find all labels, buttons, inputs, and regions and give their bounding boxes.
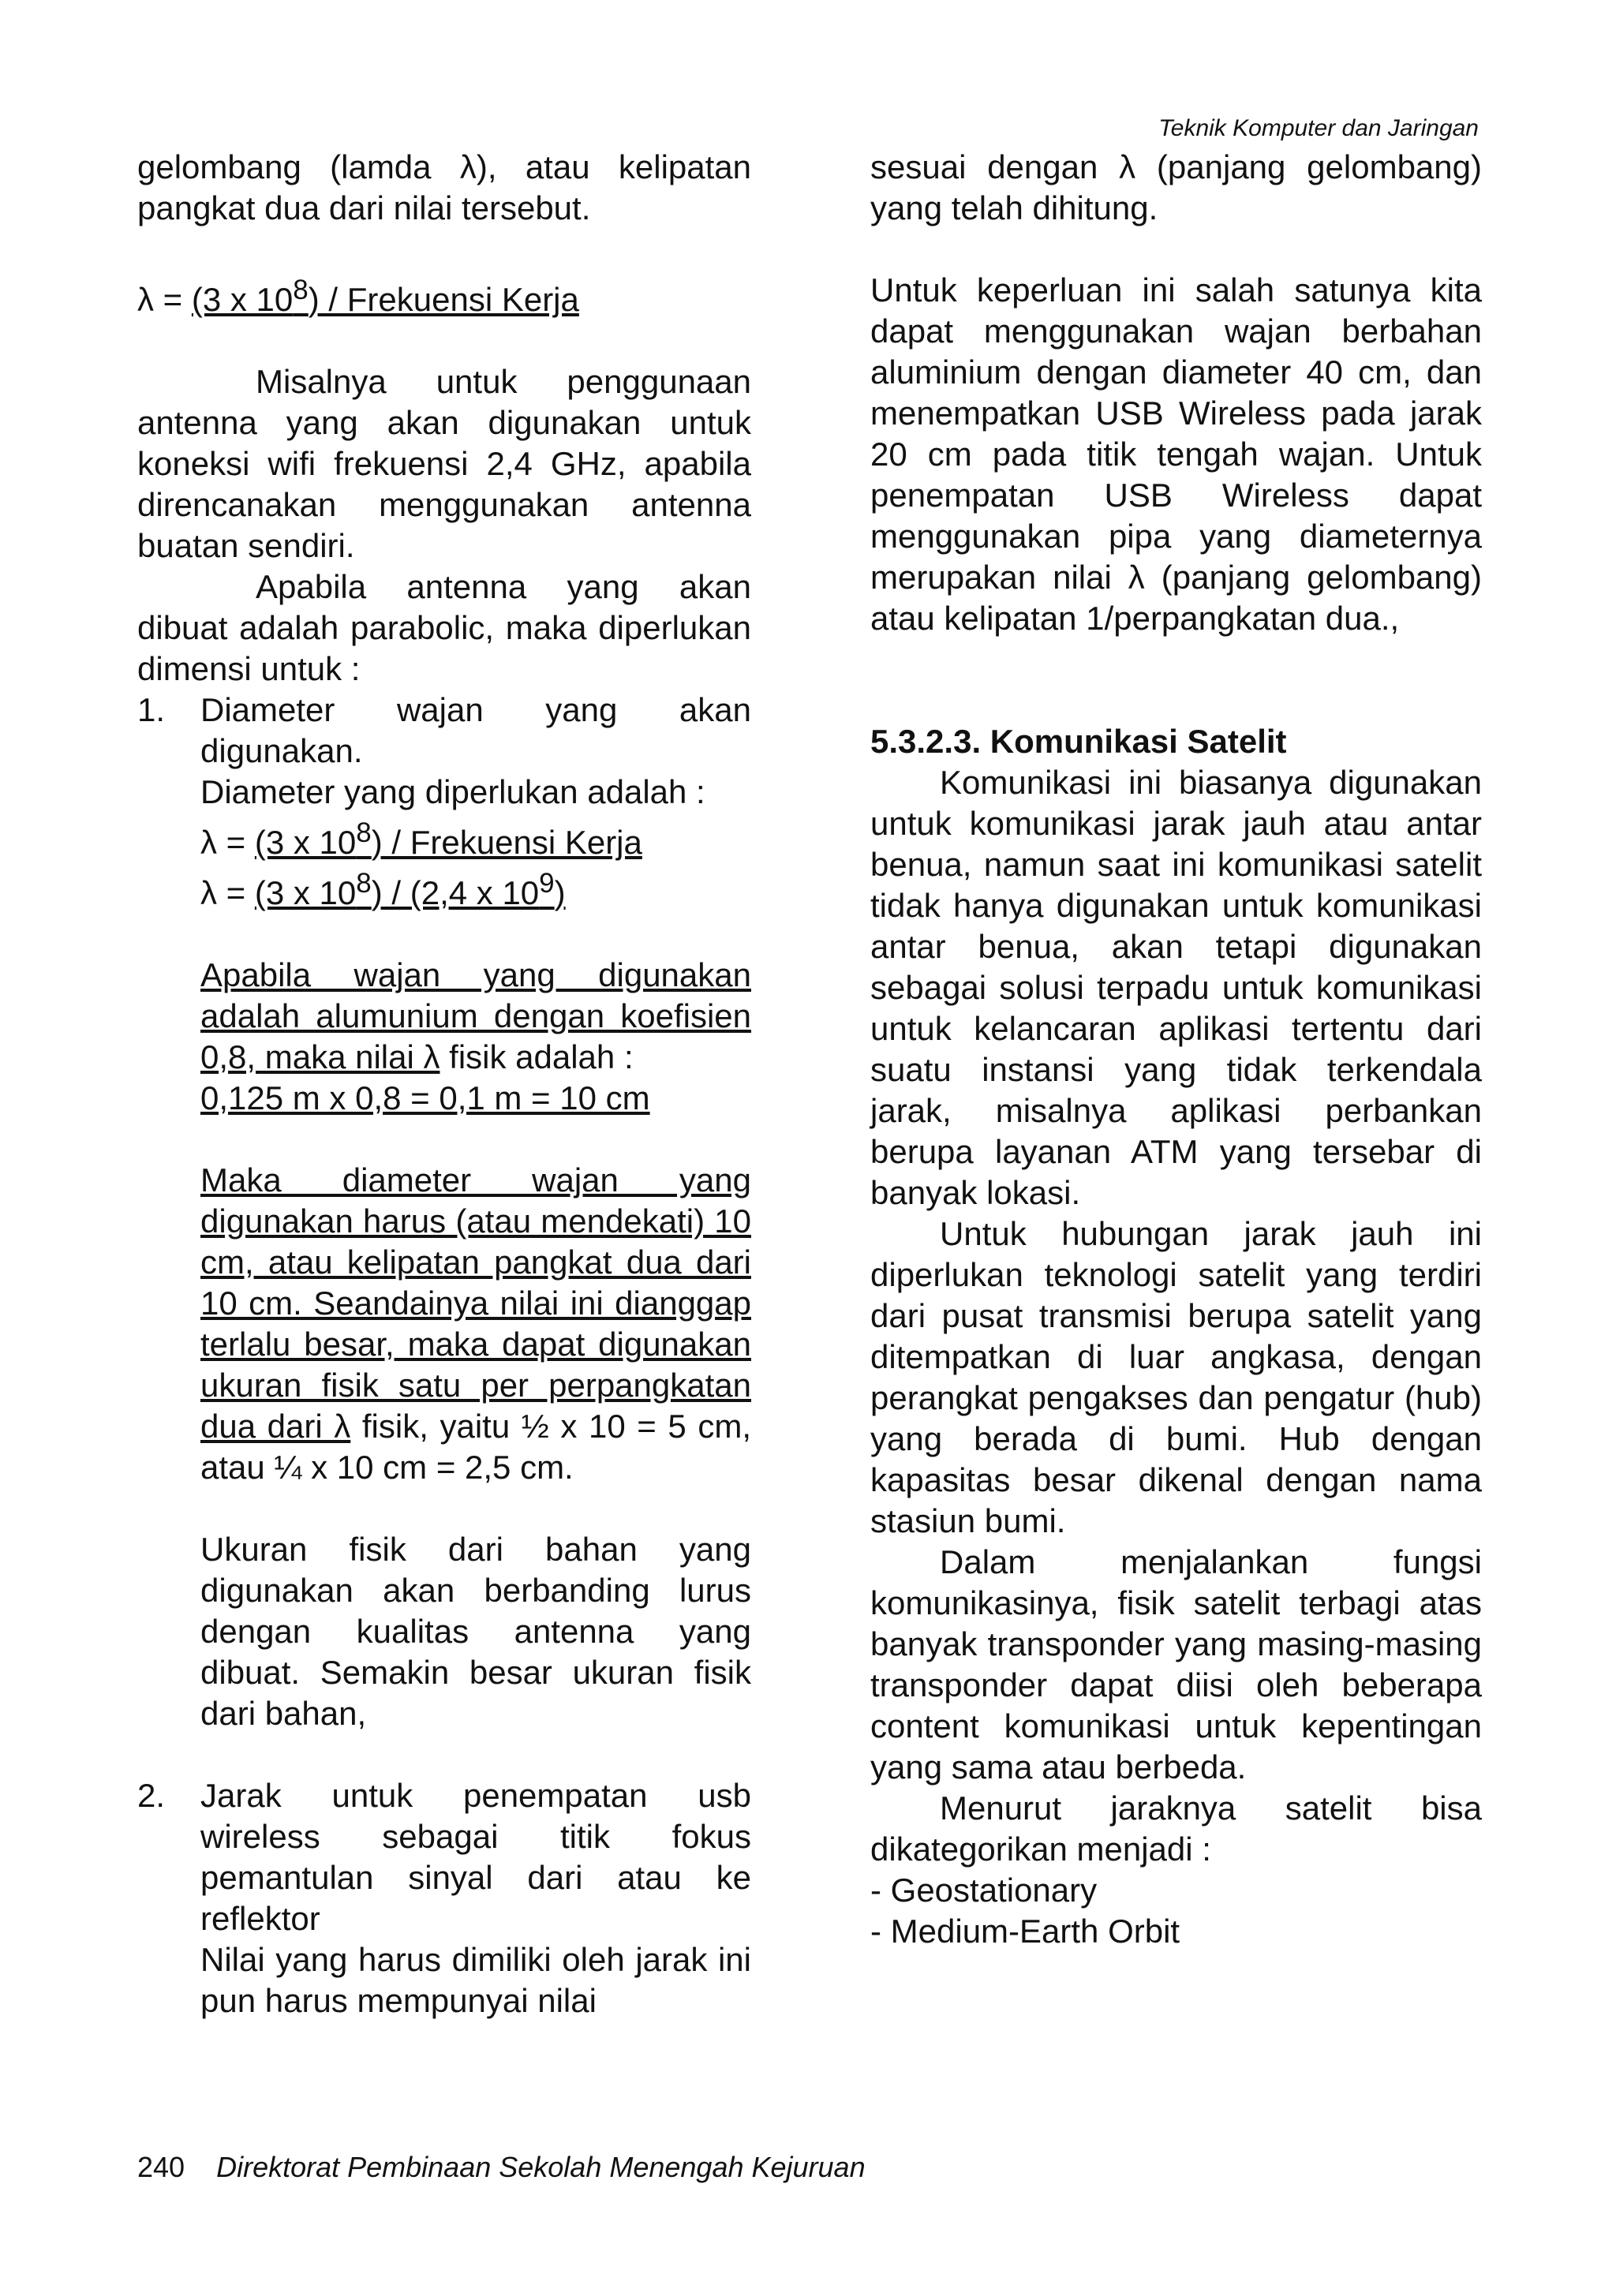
satellite-paragraph-3: Dalam menjalankan fungsi komunikasinya, fisik satelit terbagi atas banyak transponder yang masing-masing transponder dapat diisi oleh beberapa content komunikasi untuk kepentingan yang sama atau berbeda. [870,1543,1482,1786]
calculation-line: 0,125 m x 0,8 = 0,1 m = 10 cm [200,1079,650,1116]
list-item-1 [137,690,751,772]
diameter-conclusion: Maka diameter wajan yang digunakan harus (atau mendekati) 10 cm, atau kelipatan pangkat dua dari 10 cm. Seandainya nilai ini dianggap terlalu besar, maka dapat digunakan ukuran fisik satu per perpangkatan dua dari λ fisik, yaitu ½ x 10 = 5 cm, atau ¼ x 10 cm = 2,5 cm. [200,1161,752,1486]
distance-paragraph: Nilai yang harus dimiliki oleh jarak ini pun harus mempunyai nilai [200,1941,751,2019]
list-item-text: Diameter wajan yang akan digunakan. [200,691,751,769]
wok-paragraph: Untuk keperluan ini salah satunya kita dapat menggunakan wajan berbahan aluminium dengan diameter 40 cm, dan menempatkan USB Wireless pada jarak 20 cm pada titik tengah wajan. Untuk penempatan USB Wireless dapat menggunakan pipa yang diameternya merupakan nilai λ (panjang gelombang) atau kelipatan 1/perpangkatan dua., [870,271,1482,637]
size-paragraph: Ukuran fisik dari bahan yang digunakan akan berbanding lurus dengan kualitas antenna yang dibuat. Semakin besar ukuran fisik dari bahan, [200,1531,751,1732]
formula-line-2: λ = (3 x $10^8) / (2,4$ x $10^9$) [200,868,566,911]
intro-paragraph: gelombang (lamda λ), atau kelipatan pangkat dua dari nilai tersebut. [137,148,751,226]
right-column [870,147,1482,1952]
section-heading: 5.3.2.3. Komunikasi Satelit [870,723,1287,760]
list-item-2 [137,1775,751,1939]
example-paragraph: Misalnya untuk penggunaan antenna yang akan digunakan untuk koneksi wifi frekuensi 2,4 GHz, apabila direncanakan menggunakan antenna buatan sendiri. [137,363,751,564]
lambda-formula: λ = (3 x $10^8$) / Frekuensi Kerja [137,275,579,318]
satellite-paragraph-1: Komunikasi ini biasanya digunakan untuk komunikasi jarak jauh atau antar benua, namun saat ini komunikasi satelit tidak hanya digunakan untuk komunikasi antar benua, akan tetapi digunakan sebagai solusi terpadu untuk komunikasi untuk kelancaran aplikasi tertentu dari suatu instansi yang tidak terkendala jarak, misalnya aplikasi perbankan berupa layanan ATM yang tersebar di banyak lokasi. [870,764,1482,1211]
aluminium-paragraph: Apabila wajan yang digunakan adalah alumunium dengan koefisien 0,8, maka nilai λ fisik adalah : [200,956,751,1075]
satellite-paragraph-2: Untuk hubungan jarak jauh ini diperlukan teknologi satelit yang terdiri dari pusat transmisi berupa satelit yang ditempatkan di luar angkasa, dengan perangkat pengakses dan pengatur (hub) yang berada di bumi. Hub dengan kapasitas besar dikenal dengan nama stasiun bumi. [870,1215,1482,1539]
diameter-label: Diameter yang diperlukan adalah : [200,773,705,810]
list-item: - Medium-Earth Orbit [870,1913,1180,1950]
list-number: 2. [137,1777,166,1814]
list-number: 1. [137,691,166,728]
satellite-paragraph-4: Menurut jaraknya satelit bisa dikategorikan menjadi : [870,1789,1482,1868]
page-number: 240 [137,2151,185,2183]
item2-content [200,1939,751,2021]
footer-title: Direktorat Pembinaan Sekolah Menengah Kejuruan [216,2151,866,2183]
left-column [137,147,751,2021]
running-header: Teknik Komputer dan Jaringan [1158,115,1479,141]
page-footer [137,2151,866,2184]
formula-line-1: λ = (3 x $10^8$) / Frekuensi Kerja [200,817,642,861]
list-item-text: Jarak untuk penempatan usb wireless sebagai titik fokus pemantulan sinyal dari atau ke reflektor [200,1777,751,1937]
item1-content [200,772,751,1734]
list-item: - Geostationary [870,1872,1098,1909]
continued-paragraph: sesuai dengan λ (panjang gelombang) yang telah dihitung. [870,148,1482,226]
parabolic-paragraph: Apabila antenna yang akan dibuat adalah parabolic, maka diperlukan dimensi untuk : [137,568,751,687]
